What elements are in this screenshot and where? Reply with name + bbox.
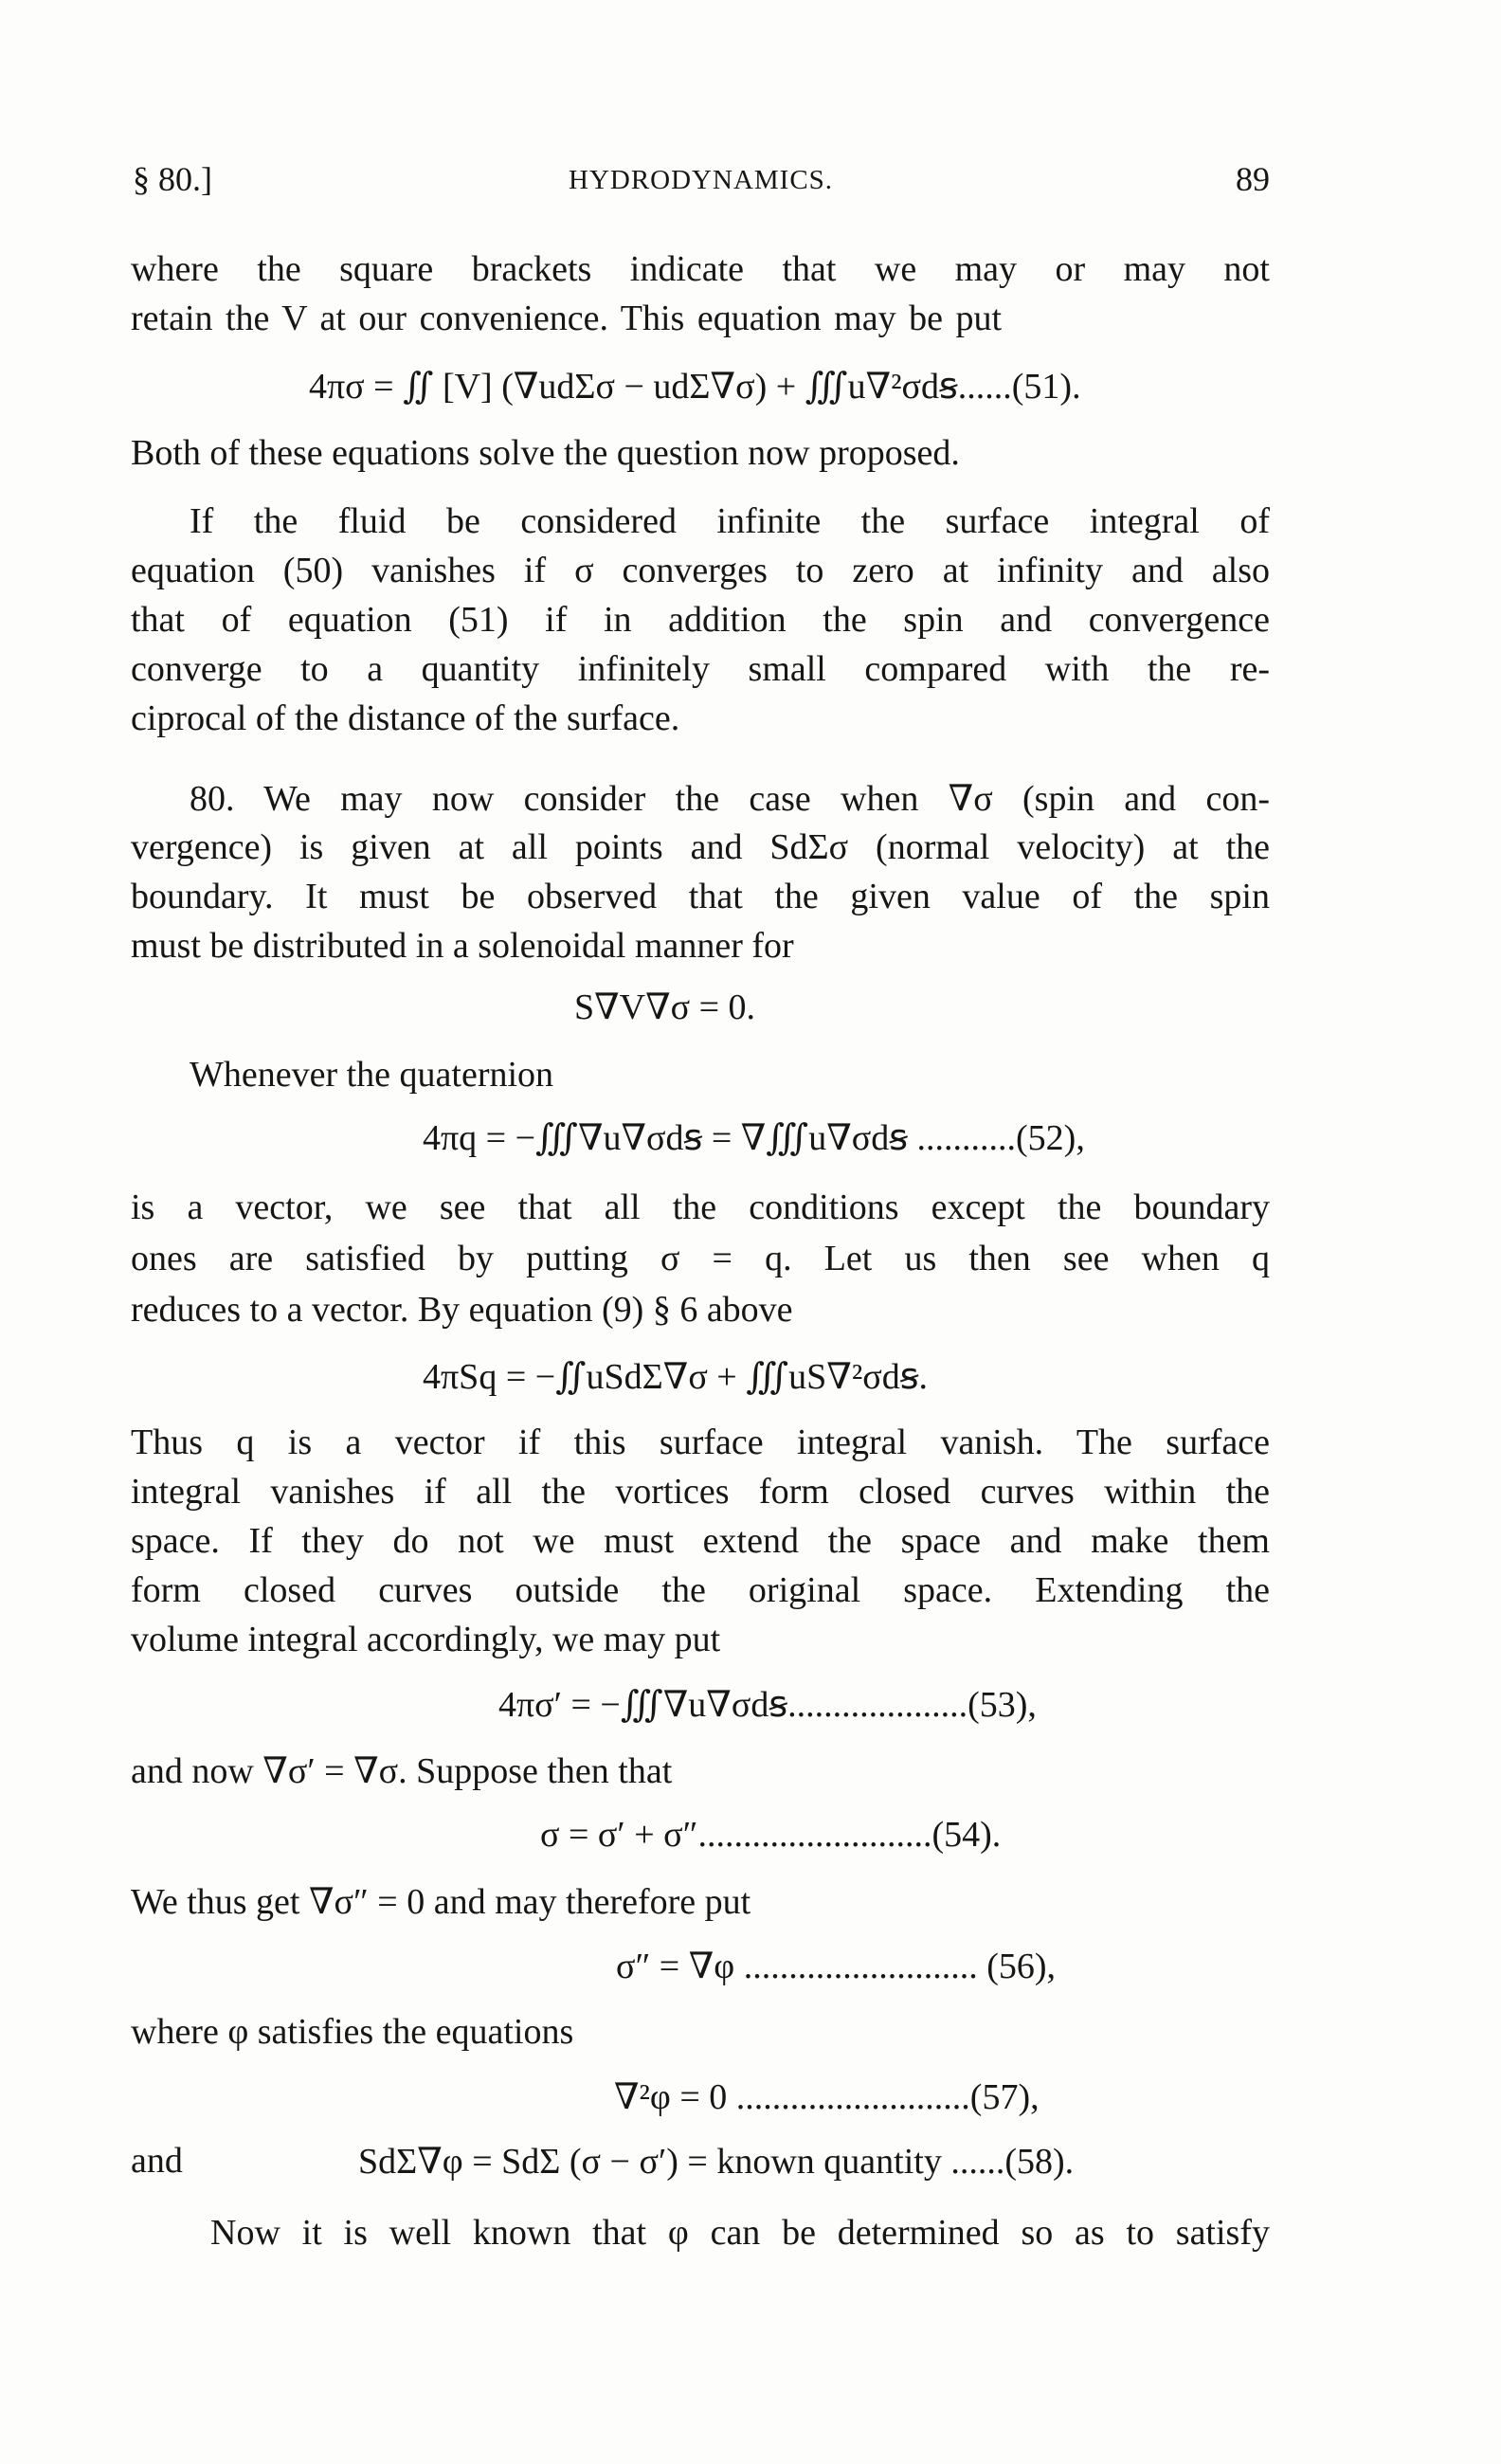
equation-52: 4πq = −∭∇u∇σdꞩ = ∇∭u∇σdꞩ ...........(52), [423,1118,1085,1158]
text-line: that of equation (51) if in addition the spin and convergence [131,600,1270,640]
text-line: retain the V at our convenience. This equation may be put [131,299,1003,338]
text-line: Whenever the quaternion [190,1055,554,1095]
text-line: ciprocal of the distance of the surface. [131,698,680,738]
text-line: form closed curves outside the original space. Extending the [131,1570,1270,1610]
text-line: converge to a quantity infinitely small compared with the re- [131,649,1270,689]
text-line: Both of these equations solve the question now proposed. [131,433,960,473]
text-line: space. If they do not we must extend the space and make them [131,1521,1270,1561]
equation-56: σ″ = ∇φ .......................... (56), [616,1947,1057,1986]
text-line: boundary. It must be observed that the given value of the spin [131,877,1270,916]
text-line: ones are satisfied by putting σ = q. Let us then see when q [131,1239,1270,1278]
text-line: where the square brackets indicate that we may or may not [131,249,1270,289]
text-line: If the fluid be considered infinite the surface integral of [190,501,1270,541]
equation-53: 4πσ′ = −∭∇u∇σdꞩ....................(53), [498,1685,1037,1725]
running-title: HYDRODYNAMICS. [569,165,834,195]
text-line: where φ satisfies the equations [131,2012,574,2052]
text-line: must be distributed in a solenoidal manner for [131,926,794,966]
text-line: reduces to a vector. By equation (9) § 6 above [131,1290,793,1330]
text-line: and now ∇σ′ = ∇σ. Suppose then that [131,1751,673,1791]
page-number: 89 [1236,160,1270,198]
equation-sq: 4πSq = −∬uSdΣ∇σ + ∭uS∇²σdꞩ. [423,1357,929,1397]
page-body [131,0,1270,2464]
text-line: volume integral accordingly, we may put [131,1620,721,1659]
equation-57: ∇²φ = 0 ..........................(57), [614,2077,1040,2117]
equation-solenoidal: S∇V∇σ = 0. [574,987,756,1027]
equation-58: SdΣ∇φ = SdΣ (σ − σ′) = known quantity ......(58). [358,2142,1075,2182]
equation-51: 4πσ = ∬ [V] (∇udΣσ − udΣ∇σ) + ∭u∇²σdꞩ......(51). [309,367,1081,407]
text-line: 80. We may now consider the case when ∇σ (spin and con- [190,779,1270,819]
text-line: Now it is well known that φ can be determined so as to satisfy [210,2213,1270,2253]
text-line: and [131,2141,183,2181]
text-line: vergence) is given at all points and SdΣσ (normal velocity) at the [131,827,1270,867]
text-line: We thus get ∇σ″ = 0 and may therefore put [131,1882,751,1922]
text-line: is a vector, we see that all the conditions except the boundary [131,1187,1270,1227]
text-line: equation (50) vanishes if σ converges to zero at infinity and also [131,551,1270,590]
section-reference: § 80.] [133,160,212,198]
equation-54: σ = σ′ + σ″..........................(54). [540,1815,1002,1855]
text-line: Thus q is a vector if this surface integral vanish. The surface [131,1422,1270,1462]
text-line: integral vanishes if all the vortices form closed curves within the [131,1472,1270,1512]
